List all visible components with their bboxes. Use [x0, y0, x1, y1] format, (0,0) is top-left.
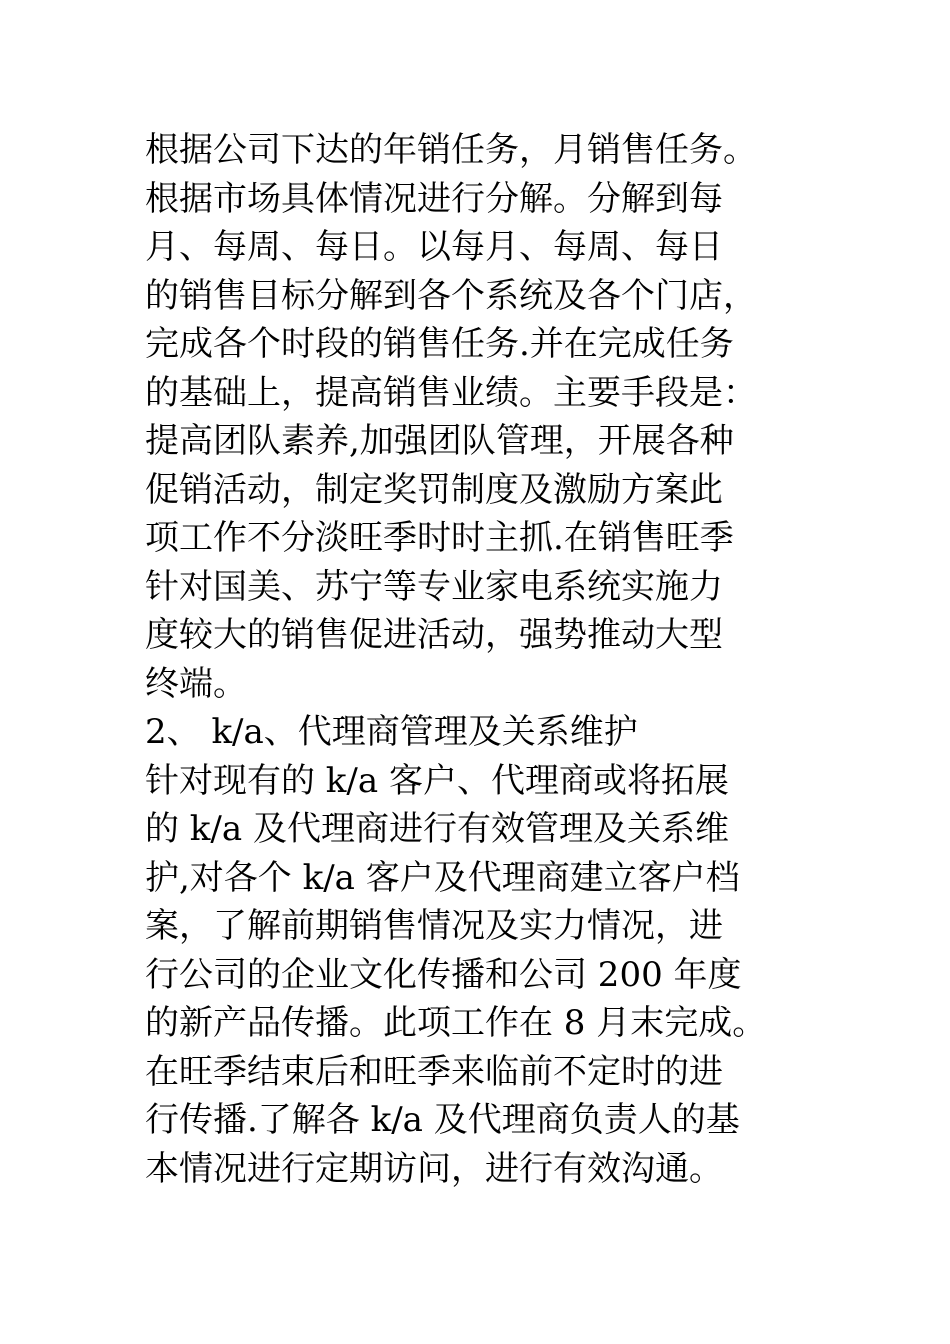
text-line-3: 月、每周、每日。以每月、每周、每日 — [145, 227, 723, 267]
text-line-11: 度较大的销售促进活动，强势推动大型 — [145, 615, 723, 655]
text-line-5: 完成各个时段的销售任务.并在完成任务 — [145, 324, 734, 364]
text-line-6: 的基础上，提高销售业绩。主要手段是： — [145, 372, 757, 413]
text-line-2: 根据市场具体情况进行分解。分解到每 — [145, 178, 723, 219]
text-line-15: 的 k/a 及代理商进行有效管理及关系维 — [145, 809, 729, 849]
text-line-19: 的新产品传播。此项工作在 8 月末完成。 — [145, 1003, 767, 1043]
text-line-20: 在旺季结束后和旺季来临前不定时的进 — [145, 1051, 723, 1092]
section-heading: 2、 k/a、代理商管理及关系维护 — [145, 712, 638, 752]
text-line-18: 行公司的企业文化传播和公司 200 年度 — [145, 954, 742, 995]
text-line-16: 护,对各个 k/a 客户及代理商建立客户档 — [145, 857, 740, 898]
text-line-10: 针对国美、苏宁等专业家电系统实施力 — [145, 566, 723, 607]
text-line-17: 案，了解前期销售情况及实力情况，进 — [145, 906, 723, 946]
text-line-8: 促销活动，制定奖罚制度及激励方案此 — [145, 469, 723, 510]
text-line-9: 项工作不分淡旺季时时主抓.在销售旺季 — [145, 518, 734, 558]
text-line-14: 针对现有的 k/a 客户、代理商或将拓展 — [145, 760, 729, 801]
text-line-1: 根据公司下达的年销任务，月销售任务。 — [145, 130, 757, 170]
text-line-7: 提高团队素养,加强团队管理，开展各种 — [145, 421, 734, 461]
text-line-22: 本情况进行定期访问，进行有效沟通。 — [145, 1148, 723, 1189]
text-line-4: 的销售目标分解到各个系统及各个门店， — [145, 275, 757, 316]
document-body — [145, 126, 845, 1193]
text-line-12: 终端。 — [145, 663, 247, 704]
text-line-21: 行传播.了解各 k/a 及代理商负责人的基 — [145, 1100, 740, 1140]
